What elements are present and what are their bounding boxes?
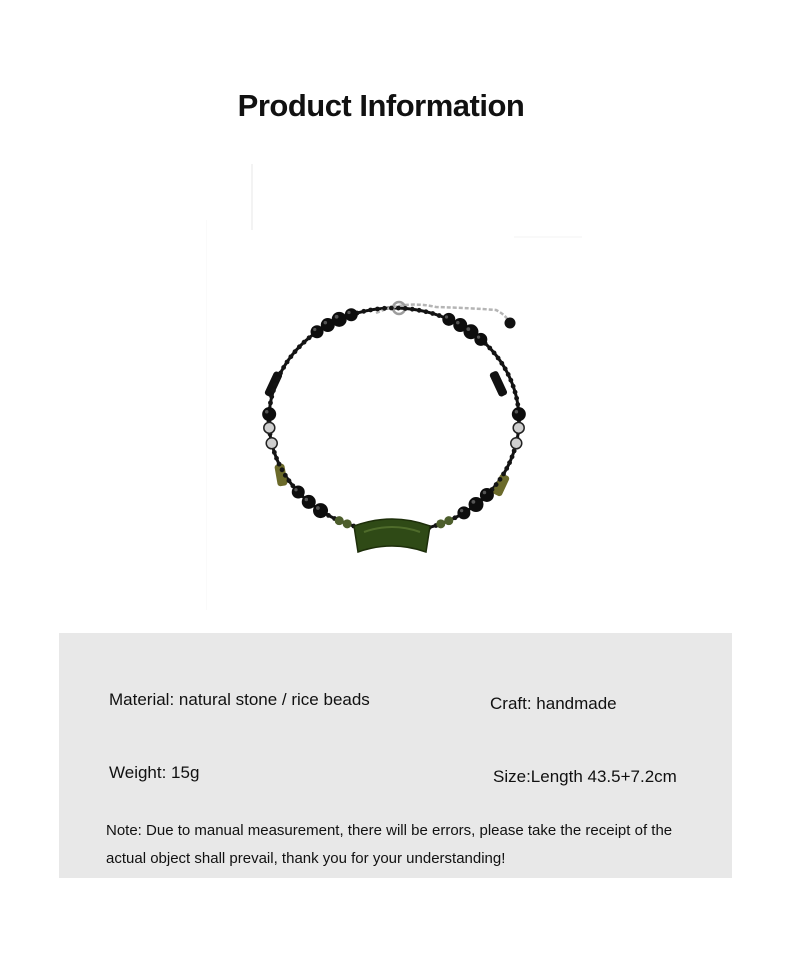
page-title: Product Information — [237, 88, 525, 123]
bead-highlight — [313, 328, 316, 331]
seed-bead — [511, 384, 516, 389]
seed-bead — [307, 335, 312, 340]
bead-highlight — [294, 488, 297, 491]
seed-bead — [396, 306, 401, 311]
seed-bead — [498, 477, 503, 482]
seed-bead — [417, 308, 422, 313]
black-bead — [262, 407, 276, 421]
seed-bead — [437, 313, 442, 318]
black-bead — [292, 485, 305, 498]
seed-bead — [293, 349, 298, 354]
seed-bead — [272, 450, 277, 455]
bead-highlight — [335, 315, 339, 319]
seed-bead — [510, 454, 515, 459]
black-bead — [313, 503, 328, 518]
bead-highlight — [445, 315, 448, 318]
agate-bead — [266, 438, 277, 449]
seed-bead — [375, 307, 380, 312]
product-photo — [206, 160, 606, 610]
seed-bead — [410, 307, 415, 312]
seed-bead — [424, 309, 429, 314]
seed-bead — [283, 473, 288, 478]
seed-bead — [503, 366, 508, 371]
seed-bead — [492, 351, 497, 356]
seed-bead — [280, 467, 285, 472]
black-bead — [332, 312, 347, 327]
black-bead — [302, 495, 316, 509]
green-stone-pendant — [354, 519, 430, 552]
bead-highlight — [466, 327, 470, 331]
seed-bead — [515, 402, 520, 407]
black-bead — [512, 407, 526, 421]
seed-bead — [453, 515, 458, 520]
bead-highlight — [305, 498, 309, 502]
bead-highlight — [515, 410, 519, 414]
seed-bead — [271, 388, 276, 393]
seed-bead — [274, 456, 279, 461]
seed-bead — [281, 365, 286, 370]
seed-bead — [430, 311, 435, 316]
bead-highlight — [460, 509, 463, 512]
bead-highlight — [456, 321, 460, 325]
seed-bead — [501, 472, 506, 477]
seed-bead — [361, 309, 366, 314]
seed-bead — [278, 371, 283, 376]
seed-bead — [403, 306, 408, 311]
bead-highlight — [483, 491, 487, 495]
craft-label: Craft: handmade — [490, 694, 617, 713]
seed-bead — [287, 478, 292, 483]
seed-bead — [499, 361, 504, 366]
measurement-note: Note: Due to manual measurement, there will be errors, please take the receipt of the actual object shall prevail, thank you for your understanding! — [106, 822, 673, 867]
necklace — [262, 302, 526, 552]
seed-bead — [268, 400, 273, 405]
seed-bead — [297, 344, 302, 349]
seed-bead — [277, 462, 282, 467]
seed-bead — [513, 390, 518, 395]
black-bead — [480, 488, 494, 502]
seed-bead — [285, 360, 290, 365]
green-bead — [436, 519, 445, 528]
black-bead — [345, 308, 358, 321]
seed-bead — [508, 378, 513, 383]
seed-bead — [389, 306, 394, 311]
black-tube-right — [489, 370, 508, 397]
seed-bead — [302, 340, 307, 345]
seed-bead — [494, 482, 499, 487]
seed-bead — [382, 306, 387, 311]
agate-bead — [513, 422, 524, 433]
size-label: Size:Length 43.5+7.2cm — [493, 767, 677, 786]
end-bead — [505, 318, 516, 329]
black-bead — [469, 497, 484, 512]
seed-bead — [514, 396, 519, 401]
bead-highlight — [472, 500, 476, 504]
seed-bead — [504, 466, 509, 471]
bead-highlight — [477, 336, 480, 339]
seed-bead — [496, 356, 501, 361]
seed-bead — [269, 394, 274, 399]
seed-bead — [275, 376, 280, 381]
seed-bead — [507, 460, 512, 465]
green-bead — [343, 519, 352, 528]
info-panel — [59, 633, 732, 878]
seed-bead — [273, 382, 278, 387]
bead-highlight — [347, 311, 350, 314]
bead-highlight — [316, 506, 320, 510]
black-bead — [457, 506, 470, 519]
agate-bead — [511, 438, 522, 449]
material-label: Material: natural stone / rice beads — [109, 690, 370, 709]
agate-bead — [264, 422, 275, 433]
green-bead — [335, 516, 344, 525]
seed-bead — [288, 354, 293, 359]
seed-bead — [506, 372, 511, 377]
weight-label: Weight: 15g — [109, 763, 200, 782]
seed-bead — [368, 308, 373, 313]
bead-highlight — [265, 410, 269, 414]
bead-highlight — [324, 321, 328, 325]
black-bead — [474, 333, 487, 346]
seed-bead — [487, 346, 492, 351]
green-bead — [444, 516, 453, 525]
